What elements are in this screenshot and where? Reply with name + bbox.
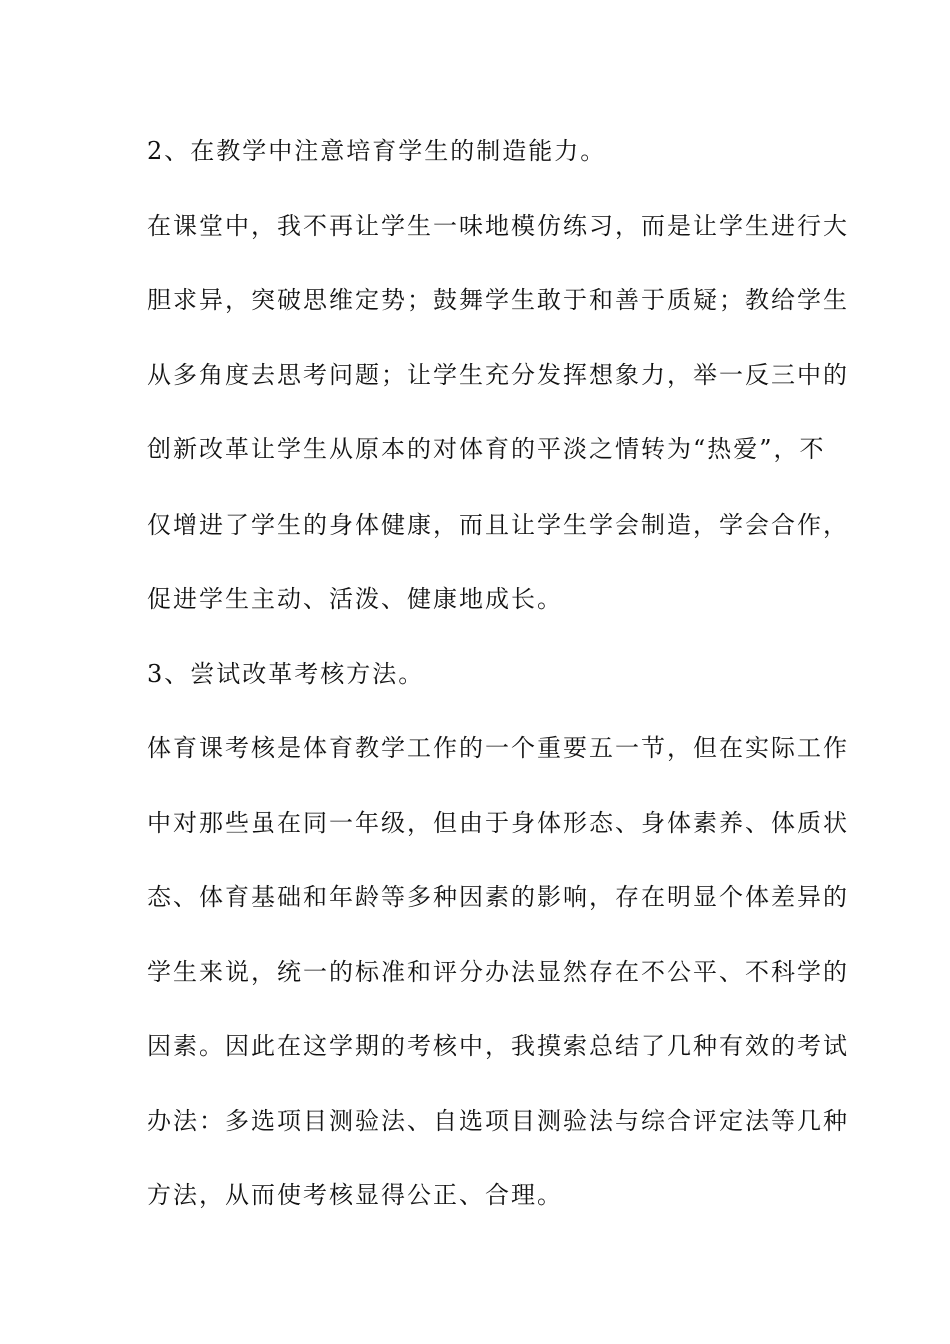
paragraph-line: 因素。因此在这学期的考核中，我摸索总结了几种有效的考试 [147,1032,849,1060]
paragraph-line: 体育课考核是体育教学工作的一个重要五一节，但在实际工作 [147,734,849,762]
paragraph-line: 方法，从而使考核显得公正、合理。 [147,1181,563,1209]
section-heading-3: 3、尝试改革考核方法。 [147,660,425,688]
section-heading-2: 2、在教学中注意培育学生的制造能力。 [147,137,607,165]
paragraph-line: 态、体育基础和年龄等多种因素的影响，存在明显个体差异的 [147,883,849,911]
paragraph-line: 在课堂中，我不再让学生一味地模仿练习，而是让学生进行大 [147,212,849,240]
paragraph-line: 从多角度去思考问题；让学生充分发挥想象力，举一反三中的 [147,361,849,389]
paragraph-line: 促进学生主动、活泼、健康地成长。 [147,585,563,613]
paragraph-line: 学生来说，统一的标准和评分办法显然存在不公平、不科学的 [147,958,849,986]
paragraph-line: 创新改革让学生从原本的对体育的平淡之情转为“热爱”，不 [147,435,826,463]
paragraph-line: 胆求异，突破思维定势；鼓舞学生敢于和善于质疑；教给学生 [147,286,849,314]
paragraph-line: 办法：多选项目测验法、自选项目测验法与综合评定法等几种 [147,1107,849,1135]
paragraph-line: 仅增进了学生的身体健康，而且让学生学会制造，学会合作， [147,511,849,539]
paragraph-line: 中对那些虽在同一年级，但由于身体形态、身体素养、体质状 [147,809,849,837]
